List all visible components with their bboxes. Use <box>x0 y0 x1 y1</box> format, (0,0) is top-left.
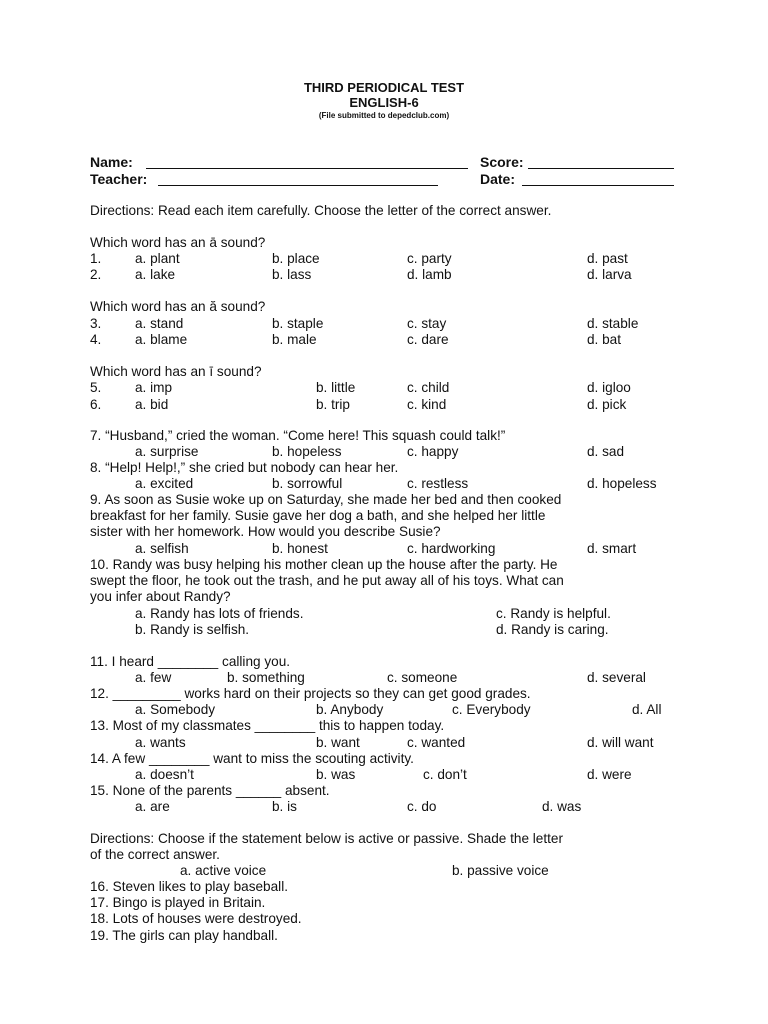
answer-option[interactable]: b. place <box>272 251 320 266</box>
question-text: swept the floor, he took out the trash, and he put away all of his toys. What can <box>90 573 564 588</box>
answer-option[interactable]: c. party <box>407 251 452 266</box>
question-text: 8. “Help! Help!,” she cried but nobody can hear her. <box>90 460 399 475</box>
answer-option[interactable]: d. were <box>587 767 632 782</box>
statement-item: 19. The girls can play handball. <box>90 928 278 943</box>
answer-option[interactable]: c. do <box>407 799 437 814</box>
answer-option[interactable]: d. bat <box>587 332 622 347</box>
question-number: 3. <box>90 316 102 331</box>
answer-option[interactable]: d. smart <box>587 541 637 556</box>
answer-option[interactable]: b. sorrowful <box>272 476 343 491</box>
statement-item: 18. Lots of houses were destroyed. <box>90 911 302 926</box>
answer-option[interactable]: b. want <box>316 735 360 750</box>
answer-option[interactable]: c. kind <box>407 397 447 412</box>
answer-option[interactable]: d. was <box>542 799 582 814</box>
answer-option[interactable]: d. pick <box>587 397 627 412</box>
question-text: breakfast for her family. Susie gave her dog a bath, and she helped her little <box>90 508 546 523</box>
answer-option[interactable]: c. Everybody <box>452 702 531 717</box>
answer-option[interactable]: d. lamb <box>407 267 452 282</box>
question-text: 12. _________ works hard on their projects so they can get good grades. <box>90 686 531 701</box>
group-heading-long-i: Which word has an ī sound? <box>90 364 262 379</box>
answer-option[interactable]: c. wanted <box>407 735 466 750</box>
answer-option[interactable]: d. Randy is caring. <box>496 622 609 637</box>
answer-option[interactable]: d. will want <box>587 735 654 750</box>
question-text: 13. Most of my classmates ________ this to happen today. <box>90 718 445 733</box>
answer-option[interactable]: d. larva <box>587 267 632 282</box>
answer-option[interactable]: a. imp <box>135 380 173 395</box>
answer-option[interactable]: b. Randy is selfish. <box>135 622 250 637</box>
answer-option[interactable]: a. bid <box>135 397 169 412</box>
answer-option[interactable]: a. plant <box>135 251 180 266</box>
answer-option[interactable]: a. Randy has lots of friends. <box>135 606 304 621</box>
answer-option[interactable]: a. excited <box>135 476 194 491</box>
answer-option[interactable]: b. trip <box>316 397 350 412</box>
answer-option[interactable]: c. happy <box>407 444 459 459</box>
score-label: Score: <box>480 154 524 170</box>
directions-2: Directions: Choose if the statement below is active or passive. Shade the letter <box>90 831 564 846</box>
name-field-line[interactable] <box>146 168 468 169</box>
answer-option[interactable]: b. lass <box>272 267 312 282</box>
score-field-line[interactable] <box>528 168 674 169</box>
answer-option[interactable]: b. something <box>227 670 305 685</box>
question-text: sister with her homework. How would you describe Susie? <box>90 524 441 539</box>
answer-option[interactable]: c. hardworking <box>407 541 496 556</box>
date-field-line[interactable] <box>522 185 674 186</box>
group-heading-long-a: Which word has an ā sound? <box>90 235 266 250</box>
answer-option[interactable]: c. stay <box>407 316 447 331</box>
answer-option[interactable]: b. staple <box>272 316 324 331</box>
answer-option[interactable]: c. don’t <box>423 767 467 782</box>
directions-2: of the correct answer. <box>90 847 220 862</box>
statement-item: 17. Bingo is played in Britain. <box>90 895 266 910</box>
question-text: 10. Randy was busy helping his mother clean up the house after the party. He <box>90 557 558 572</box>
answer-option[interactable]: c. someone <box>387 670 458 685</box>
answer-option[interactable]: a. are <box>135 799 170 814</box>
answer-option[interactable]: a. doesn’t <box>135 767 194 782</box>
answer-option[interactable]: a. selfish <box>135 541 189 556</box>
teacher-label: Teacher: <box>90 171 148 187</box>
question-text: you infer about Randy? <box>90 589 231 604</box>
answer-option[interactable]: a. surprise <box>135 444 199 459</box>
answer-option[interactable]: d. All <box>632 702 662 717</box>
answer-option[interactable]: c. restless <box>407 476 469 491</box>
answer-option[interactable]: d. hopeless <box>587 476 657 491</box>
voice-option-active[interactable]: a. active voice <box>180 863 267 878</box>
answer-option[interactable]: a. stand <box>135 316 184 331</box>
answer-option[interactable]: d. igloo <box>587 380 631 395</box>
name-label: Name: <box>90 154 133 170</box>
question-text: 7. “Husband,” cried the woman. “Come here! This squash could talk!” <box>90 428 506 443</box>
question-number: 5. <box>90 380 102 395</box>
source-note: (File submitted to depedclub.com) <box>318 111 450 120</box>
question-text: 11. I heard ________ calling you. <box>90 654 291 669</box>
question-number: 2. <box>90 267 102 282</box>
answer-option[interactable]: a. wants <box>135 735 186 750</box>
answer-option[interactable]: b. hopeless <box>272 444 342 459</box>
group-heading-short-a: Which word has an ă sound? <box>90 299 266 314</box>
answer-option[interactable]: c. Randy is helpful. <box>496 606 611 621</box>
answer-option[interactable]: d. sad <box>587 444 625 459</box>
answer-option[interactable]: a. few <box>135 670 172 685</box>
answer-option[interactable]: d. past <box>587 251 628 266</box>
answer-option[interactable]: b. honest <box>272 541 328 556</box>
directions-1: Directions: Read each item carefully. Choose the letter of the correct answer. <box>90 203 552 218</box>
teacher-field-line[interactable] <box>158 185 438 186</box>
answer-option[interactable]: b. Anybody <box>316 702 384 717</box>
answer-option[interactable]: b. was <box>316 767 356 782</box>
subject-title: ENGLISH-6 <box>349 95 419 110</box>
question-number: 1. <box>90 251 102 266</box>
question-number: 6. <box>90 397 102 412</box>
answer-option[interactable]: c. dare <box>407 332 449 347</box>
answer-option[interactable]: a. blame <box>135 332 188 347</box>
answer-option[interactable]: d. stable <box>587 316 639 331</box>
question-text: 14. A few ________ want to miss the scouting activity. <box>90 751 414 766</box>
answer-option[interactable]: d. several <box>587 670 646 685</box>
answer-option[interactable]: c. child <box>407 380 450 395</box>
question-text: 9. As soon as Susie woke up on Saturday, she made her bed and then cooked <box>90 492 562 507</box>
question-text: 15. None of the parents ______ absent. <box>90 783 330 798</box>
voice-option-passive[interactable]: b. passive voice <box>452 863 549 878</box>
date-label: Date: <box>480 171 516 187</box>
test-title: THIRD PERIODICAL TEST <box>303 80 465 95</box>
answer-option[interactable]: b. little <box>316 380 356 395</box>
answer-option[interactable]: a. Somebody <box>135 702 216 717</box>
answer-option[interactable]: b. is <box>272 799 297 814</box>
statement-item: 16. Steven likes to play baseball. <box>90 879 288 894</box>
answer-option[interactable]: a. lake <box>135 267 176 282</box>
question-number: 4. <box>90 332 102 347</box>
answer-option[interactable]: b. male <box>272 332 317 347</box>
